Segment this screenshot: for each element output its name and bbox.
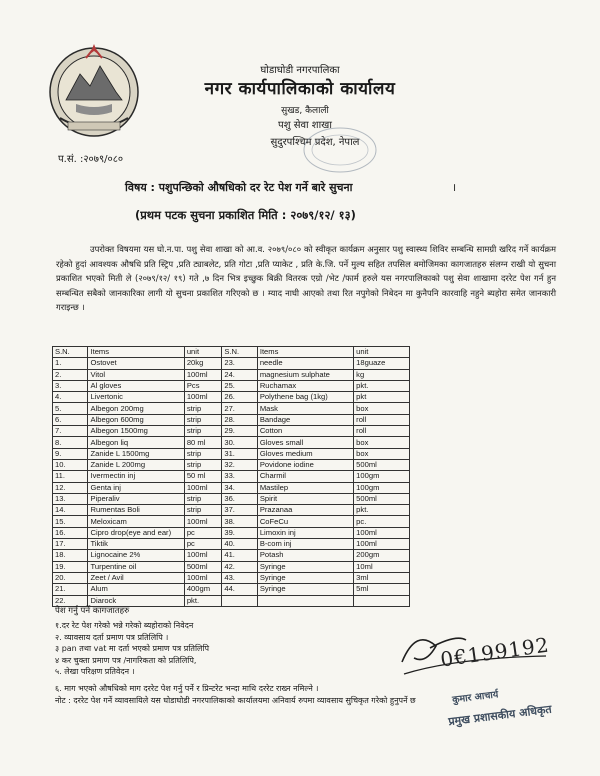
cell-sn: 4.	[53, 392, 88, 403]
cell-unit-2: 18guaze	[354, 358, 410, 369]
table-row	[53, 358, 410, 369]
table-row	[53, 426, 410, 437]
header-items: Items	[88, 347, 184, 358]
cell-unit: 100ml	[184, 392, 222, 403]
cell-item: Alum	[88, 584, 184, 595]
cell-sn: 5.	[53, 403, 88, 414]
cell-unit: strip	[184, 426, 222, 437]
province-name: सुदुरपश्चिम प्रदेश, नेपाल	[270, 137, 360, 148]
document-item: ५. लेखा परिक्षण प्रतिवेदन ।	[55, 667, 135, 677]
header-sn-2: S.N.	[222, 347, 257, 358]
table-row	[53, 482, 410, 493]
cell-unit: 100ml	[184, 572, 222, 583]
table-row	[53, 380, 410, 391]
items-table-body	[53, 358, 410, 607]
header-sn: S.N.	[53, 347, 88, 358]
cell-sn: 18.	[53, 550, 88, 561]
cell-item-2: Mastilep	[257, 482, 353, 493]
cell-unit-2: 100ml	[354, 527, 410, 538]
table-row	[53, 550, 410, 561]
signature-number: 0€199192	[438, 632, 551, 672]
cell-sn-2: 29.	[222, 426, 257, 437]
table-row	[53, 516, 410, 527]
cell-unit: 400gm	[184, 584, 222, 595]
cell-unit-2: kg	[354, 369, 410, 380]
cell-item: Albegon liq	[88, 437, 184, 448]
cell-item: Turpentine oil	[88, 561, 184, 572]
cell-sn: 20.	[53, 572, 88, 583]
cell-sn-2: 42.	[222, 561, 257, 572]
subject-end-mark: ।	[452, 181, 457, 194]
cell-sn-2: 34.	[222, 482, 257, 493]
notice-body: उपरोक्त विषयमा यस घो.न.पा. पशु सेवा शाखा को आ.व. २०७९/०८० को स्वीकृत कार्यक्रम अनुसार पशु स्वास्थ्य शिविर सम्बन्धि सामग्री खरिद गर्ने कार्यक्रम रहेको हुदां आवश्यक औषधि प्रति स्ट्रिप ,प्रति ट्याबलेट, प्रति गोटा ,प्रति प्याकेट , प्रति के.जि. पर्ने मुल्य सहित तपसिल बमोजिमका कागजातहरु संलग्न राखी यो सुचना प्रकाशित भएको मिती ले (२०७९/१२/ १९) गते ,७ दिन भित्र इच्छुक बिक्री वितरक एग्रो /भेट /फार्म हरुले यस नगरपालिकाको पशु सेवा शाखामा दररेट पेश गर्न हुन सम्बन्धित सबैको जानकारिका लागी यो सुचना प्रकाशित गरिएको छ । म्याद नाघी आएको तथा रित नपुगेको निबेदन मा कुनैपनि कारवाहि नहुने ब्यहोरा समेत जानकारी गराइन्छ ।	[56, 244, 556, 312]
table-row	[53, 561, 410, 572]
cell-unit: pkt.	[184, 595, 222, 606]
cell-item-2: Syringe	[257, 561, 353, 572]
table-row	[53, 369, 410, 380]
cell-unit: strip	[184, 414, 222, 425]
cell-item: Livertonic	[88, 392, 184, 403]
table-row	[53, 539, 410, 550]
cell-sn-2: 27.	[222, 403, 257, 414]
cell-item-2: Mask	[257, 403, 353, 414]
cell-item: Albegon 200mg	[88, 403, 184, 414]
cell-sn: 15.	[53, 516, 88, 527]
cell-item-2: B-com inj	[257, 539, 353, 550]
cell-unit-2: pkt.	[354, 505, 410, 516]
cell-sn: 11.	[53, 471, 88, 482]
cell-sn: 1.	[53, 358, 88, 369]
cell-unit: 20kg	[184, 358, 222, 369]
cell-item: Rumentas Boli	[88, 505, 184, 516]
cell-sn-2: 32.	[222, 459, 257, 470]
cell-unit-2: roll	[354, 426, 410, 437]
cell-item: Diarock	[88, 595, 184, 606]
cell-unit-2: box	[354, 403, 410, 414]
table-row	[53, 584, 410, 595]
cell-item-2: Potash	[257, 550, 353, 561]
table-row	[53, 527, 410, 538]
cell-unit: 50 ml	[184, 471, 222, 482]
cell-unit-2: pkt.	[354, 380, 410, 391]
table-row	[53, 505, 410, 516]
cell-unit: strip	[184, 505, 222, 516]
cell-sn-2: 37.	[222, 505, 257, 516]
signatory-role: प्रमुख प्रशासकीय अधिकृत	[447, 702, 553, 729]
cell-sn: 19.	[53, 561, 88, 572]
cell-sn-2	[222, 595, 257, 606]
cell-sn-2: 39.	[222, 527, 257, 538]
cell-item: Piperaliv	[88, 493, 184, 504]
document-item: २. व्यावसाय दर्ता प्रमाण पत्र प्रतिलिपि ।	[55, 632, 169, 642]
cell-item-2: CoFeCu	[257, 516, 353, 527]
cell-unit-2: 500ml	[354, 459, 410, 470]
cell-item-2: Limoxin inj	[257, 527, 353, 538]
cell-item-2: Povidone iodine	[257, 459, 353, 470]
cell-sn-2: 33.	[222, 471, 257, 482]
office-name: नगर कार्यपालिकाको कार्यालय	[204, 79, 396, 99]
footnote-line: ६. माग भएको औषधिको माग दररेट पेश गर्नु पर्ने र प्रिन्टरेट भन्दा माथि दररेट राख्न नमिल्ने ।	[55, 684, 319, 693]
branch-name: पशु सेवा शाखा	[278, 120, 332, 131]
cell-item: Genta inj	[88, 482, 184, 493]
table-row	[53, 493, 410, 504]
publication-date: (प्रथम पटक सुचना प्रकाशित मिति : २०७९/१२/ १३)	[135, 208, 356, 222]
cell-item-2: Syringe	[257, 572, 353, 583]
cell-item: Ostovet	[88, 358, 184, 369]
cell-unit-2: 3ml	[354, 572, 410, 583]
document-item: ३ pan तथा vat मा दर्ता भएको प्रमाण पत्र प्रतिलिपि	[55, 644, 210, 654]
documents-list	[55, 620, 209, 678]
cell-unit-2: pc.	[354, 516, 410, 527]
cell-unit-2: pkt	[354, 392, 410, 403]
cell-sn-2: 43.	[222, 572, 257, 583]
cell-item-2: Spirit	[257, 493, 353, 504]
cell-sn: 7.	[53, 426, 88, 437]
cell-sn: 9.	[53, 448, 88, 459]
cell-sn: 3.	[53, 380, 88, 391]
cell-item-2: Gloves small	[257, 437, 353, 448]
cell-item: Albegon 600mg	[88, 414, 184, 425]
cell-sn: 22.	[53, 595, 88, 606]
cell-unit: 80 ml	[184, 437, 222, 448]
cell-unit: strip	[184, 448, 222, 459]
cell-item-2: Ruchamax	[257, 380, 353, 391]
cell-unit: 100ml	[184, 516, 222, 527]
header-unit-2: unit	[354, 347, 410, 358]
table-row	[53, 437, 410, 448]
reference-number: प.सं. :२०७९/०८०	[58, 154, 124, 165]
cell-unit-2: 10ml	[354, 561, 410, 572]
cell-unit: pc	[184, 539, 222, 550]
cell-item: Albegon 1500mg	[88, 426, 184, 437]
cell-item-2: Charmil	[257, 471, 353, 482]
cell-item: Tiktik	[88, 539, 184, 550]
cell-unit-2: 100gm	[354, 471, 410, 482]
cell-sn-2: 26.	[222, 392, 257, 403]
cell-sn: 16.	[53, 527, 88, 538]
cell-item: Lignocaine 2%	[88, 550, 184, 561]
cell-unit-2: box	[354, 437, 410, 448]
document-item: ४ कर चुक्ता प्रमाण पत्र /नागरिकता को प्रतिलिपि,	[55, 655, 197, 665]
cell-unit: strip	[184, 403, 222, 414]
cell-sn: 17.	[53, 539, 88, 550]
cell-sn: 8.	[53, 437, 88, 448]
cell-sn: 12.	[53, 482, 88, 493]
cell-unit-2: 5ml	[354, 584, 410, 595]
cell-item-2: Bandage	[257, 414, 353, 425]
cell-sn: 10.	[53, 459, 88, 470]
cell-unit: 500ml	[184, 561, 222, 572]
table-header-row	[53, 347, 410, 358]
cell-sn-2: 25.	[222, 380, 257, 391]
cell-unit: 100ml	[184, 550, 222, 561]
cell-sn-2: 31.	[222, 448, 257, 459]
cell-item: Cipro drop(eye and ear)	[88, 527, 184, 538]
cell-sn: 13.	[53, 493, 88, 504]
cell-unit-2: box	[354, 448, 410, 459]
cell-item: Zanide L 1500mg	[88, 448, 184, 459]
table-row	[53, 392, 410, 403]
cell-sn-2: 23.	[222, 358, 257, 369]
cell-sn-2: 28.	[222, 414, 257, 425]
cell-sn: 21.	[53, 584, 88, 595]
table-row	[53, 448, 410, 459]
office-place: सुखड, कैलाली	[281, 106, 329, 116]
cell-sn-2: 38.	[222, 516, 257, 527]
documents-title: पेश गर्नु पर्ने कागजातहरु	[55, 606, 130, 616]
cell-unit-2	[354, 595, 410, 606]
table-row	[53, 471, 410, 482]
document-item: १.दर रेट पेश गरेको भन्ने गरेको ब्यहोराको निवेदन	[55, 621, 194, 630]
cell-unit-2: 500ml	[354, 493, 410, 504]
table-row	[53, 459, 410, 470]
header-items-2: Items	[257, 347, 353, 358]
header-unit: unit	[184, 347, 222, 358]
office-stamp-icon	[300, 125, 380, 175]
cell-unit: strip	[184, 493, 222, 504]
cell-sn: 14.	[53, 505, 88, 516]
table-row	[53, 572, 410, 583]
municipality-name: घोडाघोडी नगरपालिका	[260, 65, 340, 76]
cell-item-2	[257, 595, 353, 606]
cell-sn-2: 41.	[222, 550, 257, 561]
cell-sn-2: 36.	[222, 493, 257, 504]
cell-unit-2: 100ml	[354, 539, 410, 550]
cell-unit-2: 100gm	[354, 482, 410, 493]
signatory-name: कुमार आचार्य	[451, 689, 499, 706]
cell-item-2: Prazanaa	[257, 505, 353, 516]
cell-item-2: Cotton	[257, 426, 353, 437]
cell-unit: strip	[184, 459, 222, 470]
cell-item-2: needle	[257, 358, 353, 369]
table-row	[53, 403, 410, 414]
cell-item: Meloxicam	[88, 516, 184, 527]
items-table	[52, 346, 410, 607]
cell-sn-2: 40.	[222, 539, 257, 550]
cell-unit-2: 200gm	[354, 550, 410, 561]
cell-unit: Pcs	[184, 380, 222, 391]
cell-sn-2: 30.	[222, 437, 257, 448]
footnote-note: नोट : दररेट पेश गर्ने व्यावसायिले यस घोडाघोडी नगरपालिकाको कार्यालयमा अनिवार्य रुपमा व्यावसाय सुचिकृत गरेको हुनुपर्ने छ	[55, 696, 416, 705]
cell-sn-2: 24.	[222, 369, 257, 380]
cell-item: Vitol	[88, 369, 184, 380]
cell-unit: 100ml	[184, 482, 222, 493]
notice-subject: विषय : पशुपन्छिको औषधिको दर रेट पेश गर्ने बारे सुचना	[125, 181, 353, 194]
cell-item-2: Syringe	[257, 584, 353, 595]
cell-sn-2: 44.	[222, 584, 257, 595]
cell-unit-2: roll	[354, 414, 410, 425]
cell-item: Ivermectin inj	[88, 471, 184, 482]
cell-unit: 100ml	[184, 369, 222, 380]
cell-unit: pc	[184, 527, 222, 538]
table-row	[53, 414, 410, 425]
cell-sn: 6.	[53, 414, 88, 425]
cell-item-2: Gloves medium	[257, 448, 353, 459]
cell-item-2: Polythene bag (1kg)	[257, 392, 353, 403]
nepal-emblem-icon	[46, 40, 142, 140]
cell-item: Zanide L 200mg	[88, 459, 184, 470]
cell-item: Zeet / Avil	[88, 572, 184, 583]
cell-item-2: magnesium sulphate	[257, 369, 353, 380]
cell-sn: 2.	[53, 369, 88, 380]
cell-item: Al gloves	[88, 380, 184, 391]
